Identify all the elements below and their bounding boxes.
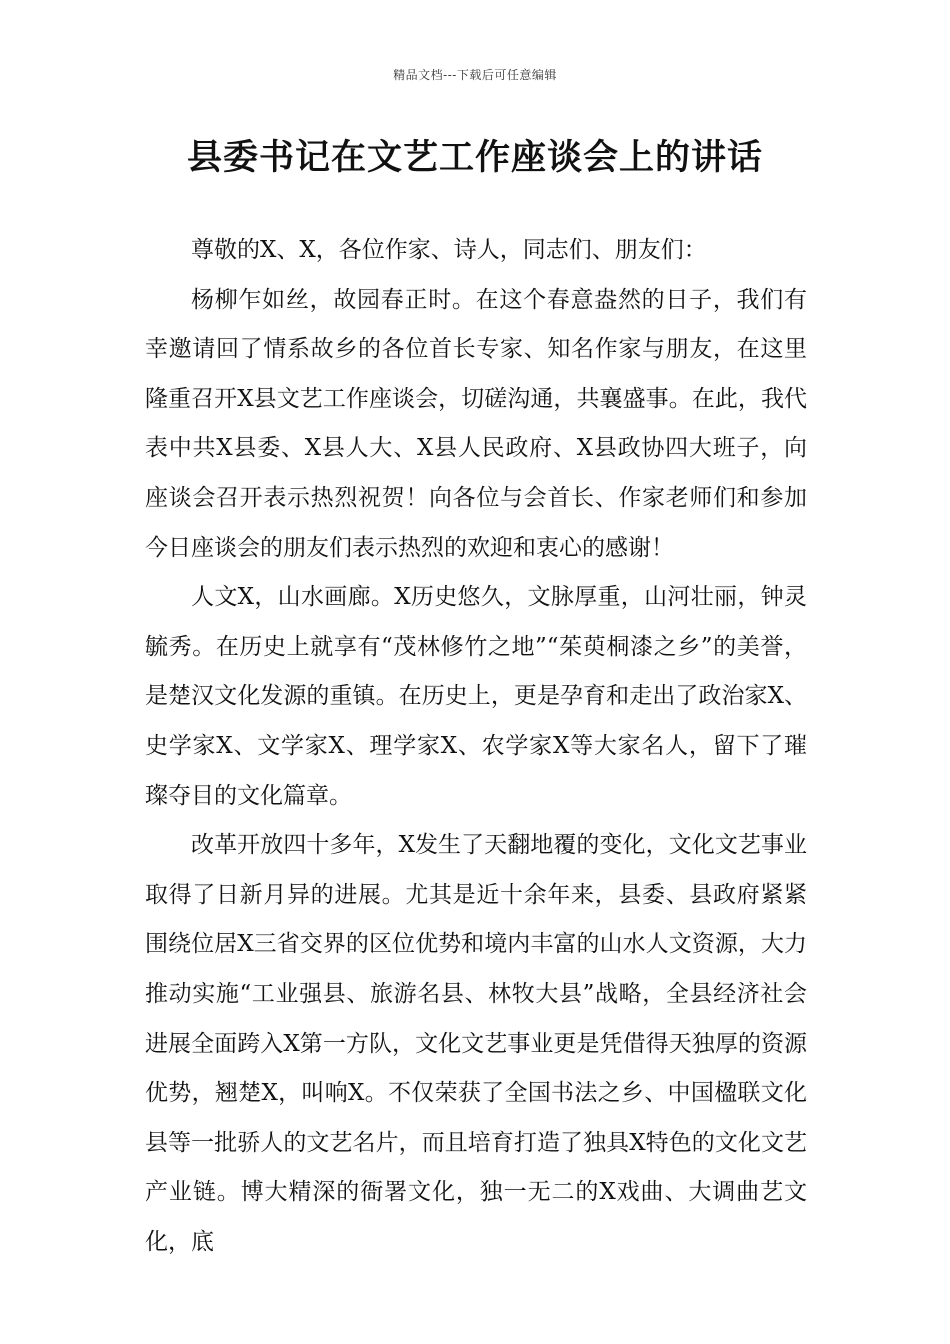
document-title: 县委书记在文艺工作座谈会上的讲话 bbox=[186, 137, 763, 178]
paragraph-welcome: 杨柳乍如丝，故园春正时。在这个春意盎然的日子，我们有幸邀请回了情系故乡的各位首长专家、知名作家与朋友，在这里隆重召开X县文艺工作座谈会，切磋沟通，共襄盛事。在此，我代表中共X县委、X县人大、X县人民政府、X县政协四大班子，向座谈会召开表示热烈祝贺！向各位与会首长、作家老师们和参加今日座谈会的朋友们表示热烈的欢迎和衷心的感谢！ bbox=[145, 286, 807, 561]
paragraph-reform: 改革开放四十多年，X发生了天翻地覆的变化，文化文艺事业取得了日新月异的进展。尤其是近十余年来，县委、县政府紧紧围绕位居X三省交界的区位优势和境内丰富的山水人文资源，大力推动实施“工业强县、旅游名县、林牧大县”战略，全县经济社会进展全面跨入X第一方队，文化文艺事业更是凭借得天独厚的资源优势，翘楚X，叫响X。不仅荣获了全国书法之乡、中国楹联文化县等一批骄人的文艺名片，而且培育打造了独具X特色的文化文艺产业链。博大精深的衙署文化，独一无二的X戏曲、大调曲艺文化，底 bbox=[145, 832, 807, 1255]
paragraph-salutation: 尊敬的X、X，各位作家、诗人，同志们、朋友们： bbox=[191, 237, 707, 263]
paragraph-history: 人文X，山水画廊。X历史悠久，文脉厚重，山河壮丽，钟灵毓秀。在历史上就享有“茂林修竹之地”“茱萸桐漆之乡”的美誉，是楚汉文化发源的重镇。在历史上，更是孕育和走出了政治家X、史学家X、文学家X、理学家X、农学家X等大家名人，留下了璀璨夺目的文化篇章。 bbox=[145, 584, 807, 809]
document-body bbox=[145, 226, 807, 1267]
header-note: 精品文档---下载后可任意编辑 bbox=[393, 68, 557, 82]
